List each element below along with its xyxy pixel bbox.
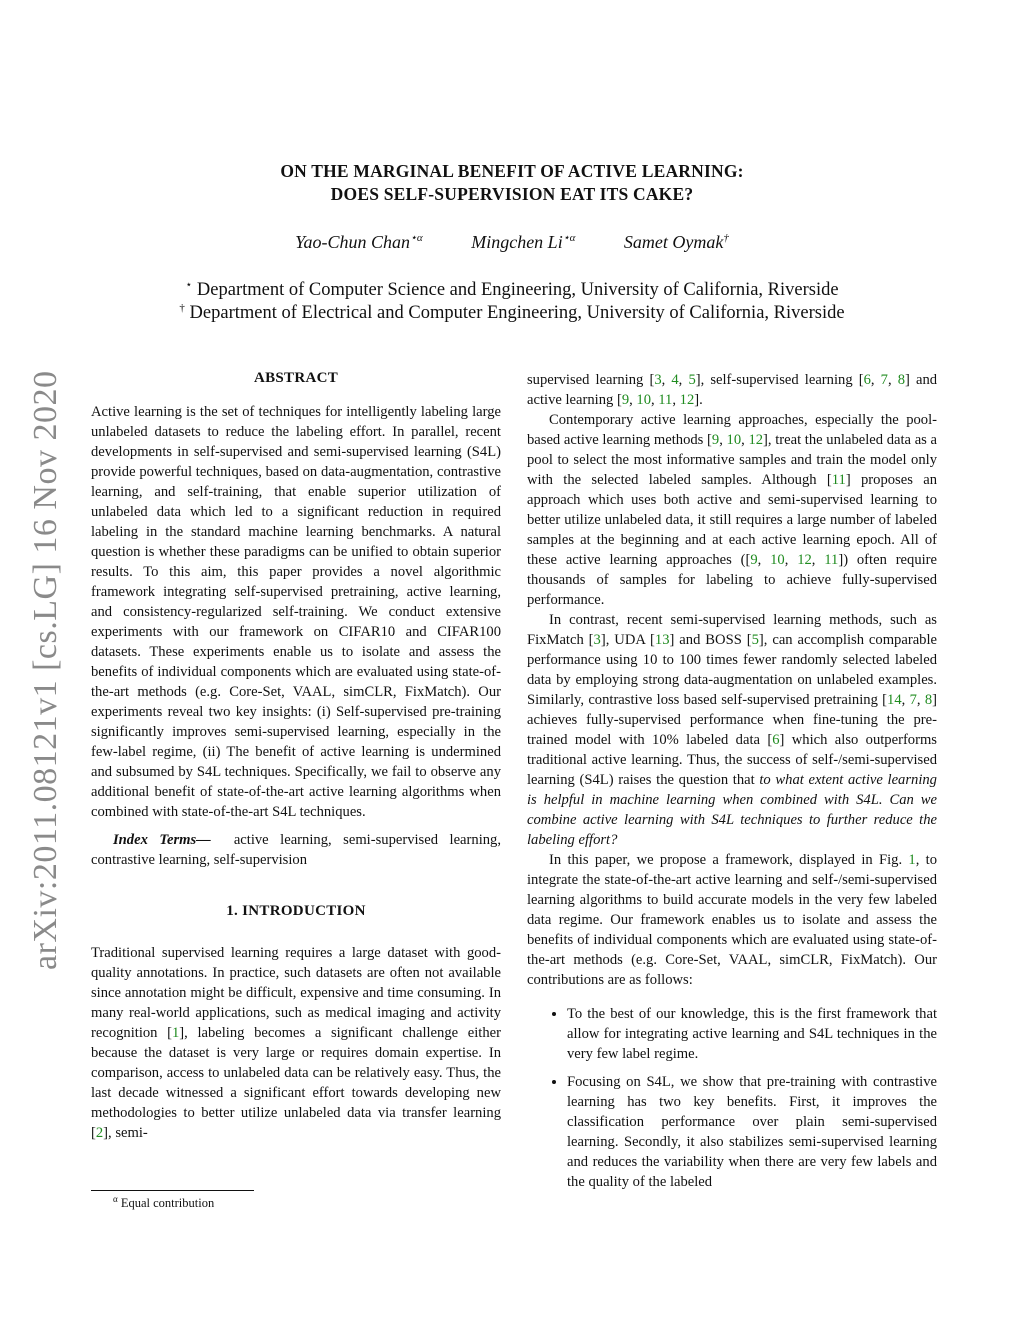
reference-link[interactable]: 4 [671, 372, 679, 388]
reference-link[interactable]: 11 [824, 552, 839, 568]
left-column [91, 368, 501, 1143]
reference-link[interactable]: 9 [711, 432, 720, 448]
reference-link[interactable]: 11 [831, 472, 846, 488]
right-column [527, 370, 937, 1200]
contributions-list [527, 1004, 937, 1192]
reference-link[interactable]: 1 [171, 1025, 180, 1041]
affiliation-1: ⋆ Department of Computer Science and Engineering, University of California, Riverside [185, 279, 839, 301]
reference-link[interactable]: 5 [688, 372, 696, 388]
intro-paragraph-4: In this paper, we propose a framework, displayed in Fig. 1, to integrate the state-of-the-art active learning and self-/semi-supervised learning algorithms to build accurate models in the very few labeled data regime. Our framework enables us to isolate and assess the benefits of individual components which are evaluated using state-of-the-art methods (e.g. Core-Set, VAAL, simCLR, FixMatch). Our contributions are as follows: [527, 852, 937, 988]
author-1-mark: ⋆α [410, 232, 423, 244]
affiliation-1-mark: ⋆ [185, 279, 193, 291]
reference-link[interactable]: 5 [751, 632, 759, 648]
reference-link[interactable]: 10 [726, 432, 742, 448]
research-question: to what extent active learning is helpful in machine learning when combined with S4L. Can we combine active learning with S4L techniques to further reduce the labeling effort? [527, 772, 937, 848]
reference-link[interactable]: 12 [679, 392, 695, 408]
reference-link[interactable]: 3 [654, 372, 662, 388]
author-list [0, 231, 1024, 253]
reference-link[interactable]: 10 [770, 552, 785, 568]
reference-link[interactable]: 7 [880, 372, 888, 388]
reference-link[interactable]: 7 [909, 692, 917, 708]
intro-paragraph-2: Contemporary active learning approaches, especially the pool-based active learning methods [9, 10, 12], treat the unlabeled data as a pool to select the most informative samples and train the model only with the selected labeled samples. Although [11] proposes an approach which uses both active and semi-supervised learning to better utilize unlabeled data, it still requires a large number of labeled samples at the beginning and at each active learning epoch. All of these active learning approaches ([9, 10, 12, 11]) often require thousands of samples for labeling to achieve fully-supervised performance. [527, 412, 938, 608]
reference-link[interactable]: 8 [924, 692, 933, 708]
affiliation-2: † Department of Electrical and Computer Engineering, University of California, Riverside [179, 302, 845, 324]
reference-link[interactable]: 11 [658, 392, 673, 408]
reference-link[interactable]: 9 [750, 552, 758, 568]
reference-link[interactable]: 9 [621, 392, 630, 408]
reference-link[interactable]: 12 [797, 552, 812, 568]
author-1: Yao-Chun Chan$^{⋆\alpha}$ [295, 232, 423, 252]
contribution-item: • To the best of our knowledge, this is the first framework that allow for integrating active learning and S4L techniques in the very few label regime. [567, 1004, 937, 1064]
reference-link[interactable]: 6 [863, 372, 871, 388]
title-line-1: ON THE MARGINAL BENEFIT OF ACTIVE LEARNING: [280, 161, 744, 181]
footnote: $^\alpha$ Equal contribution [113, 1194, 215, 1211]
reference-link[interactable]: 10 [636, 392, 651, 408]
contribution-item: • Focusing on S4L, we show that pre-training with contrastive learning has two key benefits. First, it improves the classification performance over plain semi-supervised learning. Secondly, it also stabilizes semi-supervised learning and reduces the variability when there are very few labels and the quality of the labeled [567, 1072, 937, 1192]
reference-link[interactable]: 14 [887, 692, 902, 708]
title-line-2: DOES SELF-SUPERVISION EAT ITS CAKE? [330, 184, 694, 204]
reference-link[interactable]: 6 [772, 732, 780, 748]
abstract-heading: ABSTRACT [253, 370, 339, 386]
reference-link[interactable]: 13 [654, 632, 670, 648]
intro-continuation: supervised learning [3, 4, 5], self-supervised learning [6, 7, 8] and active learning [9, 10, 11, 12]. [527, 372, 938, 408]
affiliation-2-mark: † [179, 302, 185, 314]
author-3-mark: † [723, 232, 729, 244]
author-2-mark: ⋆α [562, 232, 576, 244]
index-terms: Index Terms— active learning, semi-supervised learning, contrastive learning, self-supervision [91, 832, 501, 868]
index-terms-label: Index Terms— [113, 832, 211, 848]
footnote-divider [91, 1190, 254, 1191]
author-2: Mingchen $Li^{⋆\alpha}$ [471, 232, 576, 252]
figure-link[interactable]: 1 [908, 852, 916, 868]
author-3: Samet Oymak† [623, 232, 729, 252]
reference-link[interactable]: 3 [593, 632, 601, 648]
reference-link[interactable]: 2 [95, 1125, 104, 1141]
paper-title [0, 160, 1024, 206]
footnote-mark: α [113, 1194, 118, 1204]
reference-link[interactable]: 12 [748, 432, 764, 448]
abstract-text: Active learning is the set of techniques for intelligently labeling large unlabeled datasets to reduce the labeling effort. In parallel, recent developments in self-supervised and semi-supervised learning (S4L) provide powerful techniques, based on data-augmentation, contrastive learning, and self-training, that enable superior utilization of unlabeled data which led to a significant reduction in required labeling in the standard machine learning benchmarks. A natural question is whether these paradigms can be unified to obtain superior results. To this aim, this paper provides a novel algorithmic framework integrating self-supervised pretraining, active learning, and consistency-regularized self-training. We conduct extensive experiments with our framework on CIFAR10 and CIFAR100 datasets. These experiments enable us to isolate and assess the benefits of individual components which are evaluated using state-of-the-art methods (e.g. Core-Set, VAAL, simCLR, FixMatch). Our experiments reveal two key insights: (i) Self-supervised pre-training significantly improves semi-supervised learning, especially in the few-label regime, (ii) The benefit of active learning is undermined and subsumed by S4L techniques. Specifically, we fail to observe any additional benefit of state-of-the-art active learning algorithms when combined with state-of-the-art S4L techniques. [91, 404, 501, 820]
intro-paragraph-3: In contrast, recent semi-supervised learning methods, such as FixMatch [3], UDA [13] and BOSS [5], can accomplish comparable performance using 10 to 100 times fewer randomly selected labeled data by employing strong data-augmentation on unlabeled examples. Similarly, contrastive loss based self-supervised pretraining [14, 7, 8] achieves fully-supervised performance when fine-tuning the pre-trained model with 10% labeled data [6] which also outperforms traditional active learning. Thus, the success of self-/semi-supervised learning (S4L) raises the question that to what extent active learning is helpful in machine learning when combined with S4L. Can we combine active learning with S4L techniques to further reduce the labeling effort? [527, 612, 938, 848]
arxiv-identifier-stamp: arXiv:2011.08121v1 [cs.LG] 16 Nov 2020 [27, 370, 64, 970]
intro-paragraph-1: Traditional supervised learning requires a large dataset with good-quality annotations. In practice, such datasets are often not available since annotation might be difficult, expensive and time consuming. In many real-world applications, such as medical imaging and activity recognition [1], labeling becomes a significant challenge either because the dataset is very large or requires domain expertise. In comparison, access to unlabeled data can be relatively easy. Thus, the last decade witnessed a significant effort towards developing new methodologies to better utilize unlabeled data via transfer learning [2], semi- [91, 945, 501, 1141]
introduction-heading: 1. INTRODUCTION [226, 903, 366, 919]
reference-link[interactable]: 8 [897, 372, 905, 388]
